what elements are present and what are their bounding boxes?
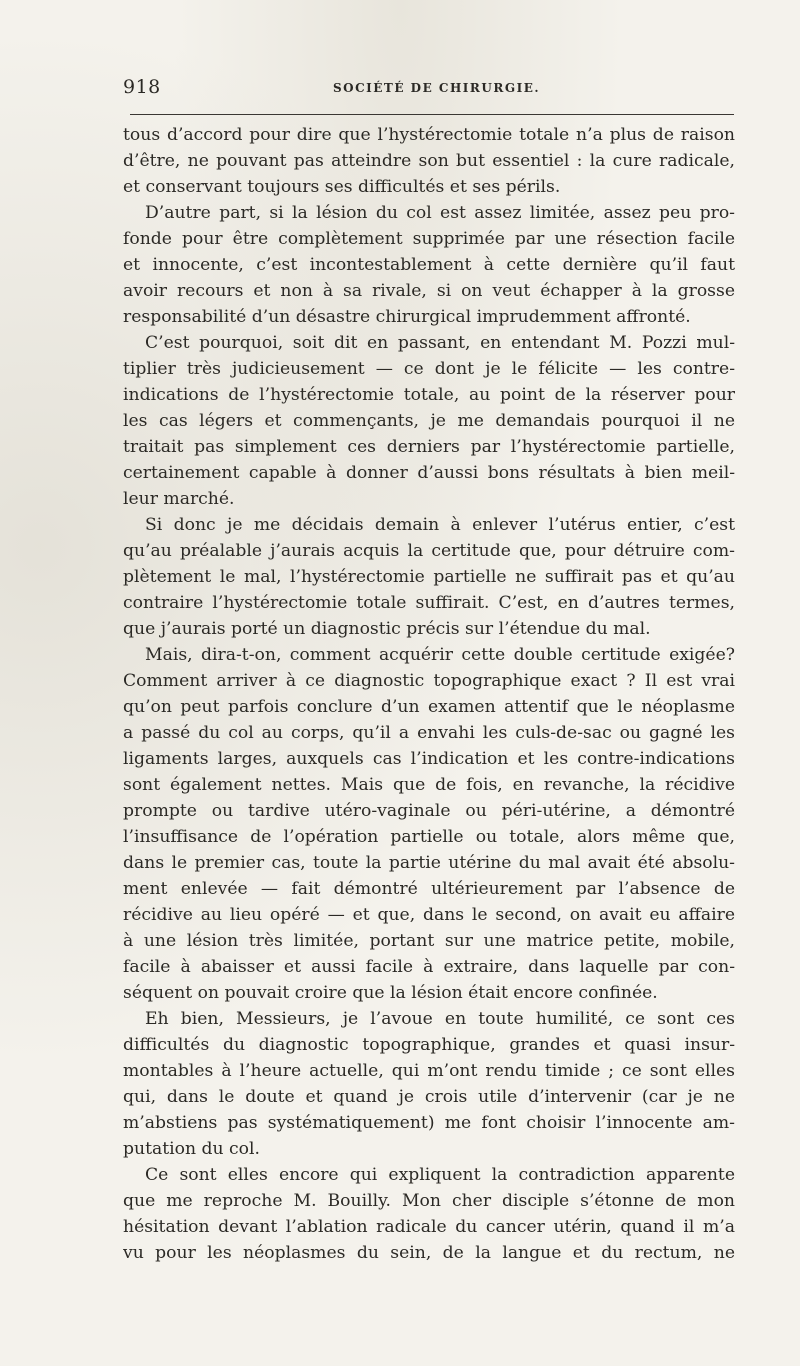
text-line: certainement capable à donner d’aussi bons résultats à bien meil- bbox=[123, 463, 735, 483]
text-line: montables à l’heure actuelle, qui m’ont rendu timide ; ce sont elles bbox=[123, 1061, 735, 1081]
text-line: que j’aurais porté un diagnostic précis sur l’étendue du mal. bbox=[123, 619, 651, 639]
text-line: fonde pour être complètement supprimée par une résection facile bbox=[123, 229, 735, 249]
text-line: Mais, dira-t-on, comment acquérir cette double certitude exigée? bbox=[145, 645, 735, 665]
body-text bbox=[123, 122, 735, 1266]
text-line: les cas légers et commençants, je me demandais pourquoi il ne bbox=[123, 411, 735, 431]
text-line: Eh bien, Messieurs, je l’avoue en toute humilité, ce sont ces bbox=[145, 1009, 735, 1029]
text-line: Comment arriver à ce diagnostic topographique exact ? Il est vrai bbox=[123, 671, 735, 691]
page-header bbox=[123, 76, 738, 100]
text-line: Si donc je me décidais demain à enlever l’utérus entier, c’est bbox=[145, 515, 735, 535]
text-line: plètement le mal, l’hystérectomie partielle ne suffirait pas et qu’au bbox=[123, 567, 735, 587]
text-line: difficultés du diagnostic topographique, grandes et quasi insur- bbox=[123, 1035, 735, 1055]
text-line: à une lésion très limitée, portant sur une matrice petite, mobile, bbox=[123, 931, 735, 951]
text-line: ligaments larges, auxquels cas l’indication et les contre-indications bbox=[123, 749, 735, 769]
text-line: séquent on pouvait croire que la lésion était encore confinée. bbox=[123, 983, 658, 1003]
text-line: et conservant toujours ses difficultés et ses périls. bbox=[123, 177, 561, 197]
text-line: hésitation devant l’ablation radicale du cancer utérin, quand il m’a bbox=[123, 1217, 735, 1237]
text-line: responsabilité d’un désastre chirurgical imprudemment affronté. bbox=[123, 307, 691, 327]
text-line: facile à abaisser et aussi facile à extraire, dans laquelle par con- bbox=[123, 957, 735, 977]
text-line: putation du col. bbox=[123, 1139, 260, 1159]
text-line: qu’on peut parfois conclure d’un examen attentif que le néoplasme bbox=[123, 697, 735, 717]
text-line: a passé du col au corps, qu’il a envahi les culs-de-sac ou gagné les bbox=[123, 723, 735, 743]
text-line: ment enlevée — fait démontré ultérieurement par l’absence de bbox=[123, 879, 735, 899]
text-line: qu’au préalable j’aurais acquis la certitude que, pour détruire com- bbox=[123, 541, 735, 561]
text-line: qui, dans le doute et quand je crois utile d’intervenir (car je ne bbox=[123, 1087, 735, 1107]
text-line: d’être, ne pouvant pas atteindre son but essentiel : la cure radicale, bbox=[123, 151, 735, 171]
text-line: tous d’accord pour dire que l’hystérectomie totale n’a plus de raison bbox=[123, 125, 735, 145]
text-line: Ce sont elles encore qui expliquent la contradiction apparente bbox=[145, 1165, 735, 1185]
text-line: C’est pourquoi, soit dit en passant, en entendant M. Pozzi mul- bbox=[145, 333, 735, 353]
text-line: que me reproche M. Bouilly. Mon cher disciple s’étonne de mon bbox=[123, 1191, 735, 1211]
text-line: traitait pas simplement ces derniers par l’hystérectomie partielle, bbox=[123, 437, 735, 457]
page-number: 918 bbox=[123, 76, 161, 98]
text-line: dans le premier cas, toute la partie utérine du mal avait été absolu- bbox=[123, 853, 735, 873]
text-line: m’abstiens pas systématiquement) me font choisir l’innocente am- bbox=[123, 1113, 735, 1133]
text-line: avoir recours et non à sa rivale, si on veut échapper à la grosse bbox=[123, 281, 735, 301]
text-line: tiplier très judicieusement — ce dont je le félicite — les contre- bbox=[123, 359, 735, 379]
text-line: sont également nettes. Mais que de fois, en revanche, la récidive bbox=[123, 775, 735, 795]
running-title: SOCIÉTÉ DE CHIRURGIE. bbox=[333, 81, 541, 95]
header-rule bbox=[130, 114, 734, 115]
text-line: et innocente, c’est incontestablement à cette dernière qu’il faut bbox=[123, 255, 735, 275]
text-line: vu pour les néoplasmes du sein, de la langue et du rectum, ne bbox=[123, 1243, 735, 1263]
text-line: l’insuffisance de l’opération partielle ou totale, alors même que, bbox=[123, 827, 735, 847]
text-line: prompte ou tardive utéro-vaginale ou péri-utérine, a démontré bbox=[123, 801, 735, 821]
text-line: indications de l’hystérectomie totale, au point de la réserver pour bbox=[123, 385, 735, 405]
text-line: contraire l’hystérectomie totale suffirait. C’est, en d’autres termes, bbox=[123, 593, 735, 613]
text-line: récidive au lieu opéré — et que, dans le second, on avait eu affaire bbox=[123, 905, 735, 925]
text-line: leur marché. bbox=[123, 489, 235, 509]
text-line: D’autre part, si la lésion du col est assez limitée, assez peu pro- bbox=[145, 203, 735, 223]
